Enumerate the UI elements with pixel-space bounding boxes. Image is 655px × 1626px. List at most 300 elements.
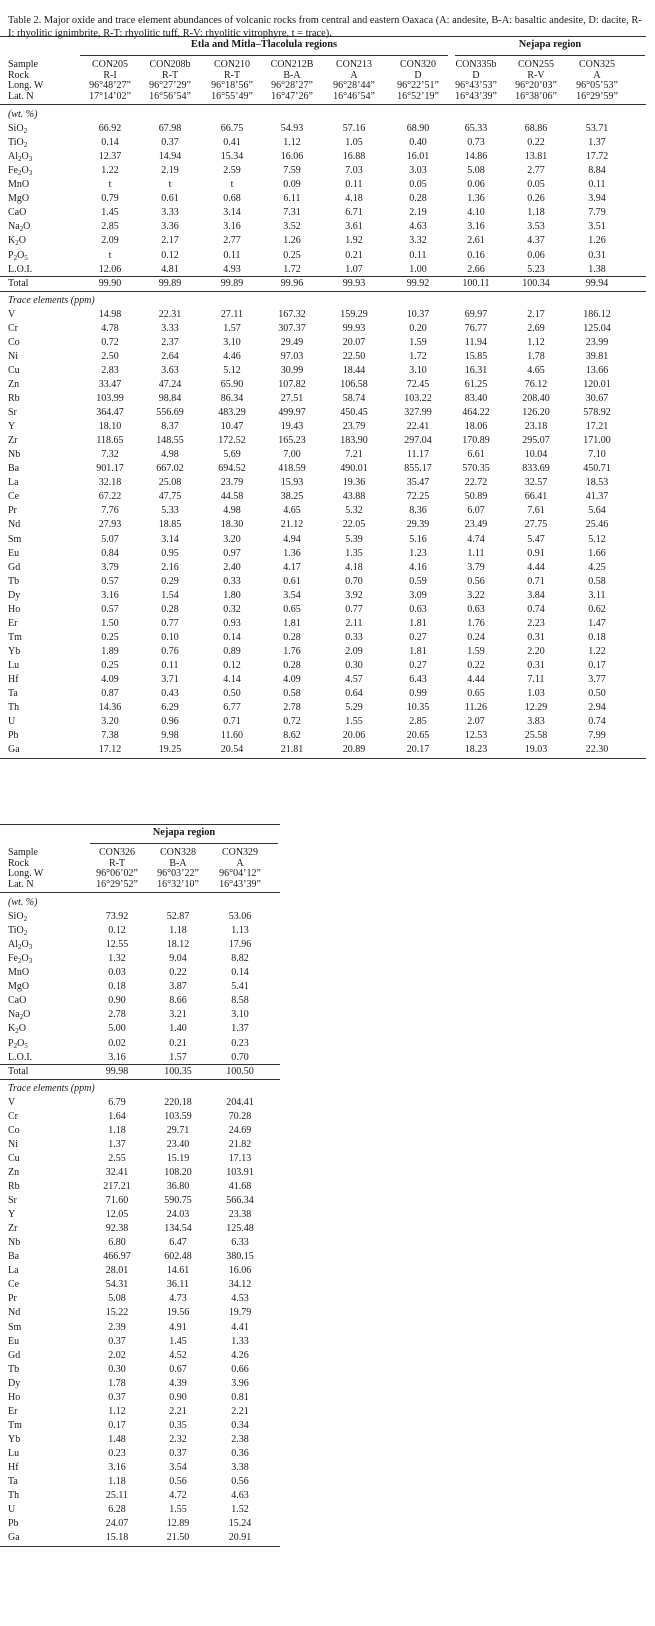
value-cell: 11.94	[464, 336, 488, 348]
element-label: SiO$_2$	[8, 911, 28, 924]
value-cell: 556.69	[156, 407, 184, 419]
value-cell: 12.06	[98, 263, 122, 275]
element-label: Sr	[8, 1195, 17, 1207]
element-label: Er	[8, 617, 18, 629]
value-cell: 67.22	[98, 491, 122, 503]
value-cell: 30.67	[585, 393, 609, 404]
header-cell: CON210	[213, 59, 251, 70]
value-cell: 3.84	[527, 589, 545, 601]
value-cell: 106.58	[340, 378, 368, 390]
value-cell: 2.19	[161, 165, 179, 177]
value-cell: t	[168, 179, 172, 191]
value-cell: 1.18	[108, 1476, 126, 1488]
section-label: (wt. %)	[8, 897, 38, 908]
value-cell: 18.53	[585, 477, 609, 489]
value-cell: 14.94	[158, 151, 182, 163]
value-cell: 4.46	[223, 350, 241, 362]
value-cell: 97.03	[280, 350, 304, 362]
header-cell: A	[350, 69, 358, 81]
table-row	[0, 910, 280, 923]
value-cell: 16.01	[406, 151, 430, 163]
value-cell: 3.63	[161, 364, 179, 376]
header-cell: 96°48’27”	[89, 80, 131, 91]
value-cell: 99.89	[158, 277, 182, 289]
value-cell: 7.10	[588, 449, 606, 461]
value-cell: 20.17	[406, 744, 430, 756]
value-cell: 18.85	[158, 519, 182, 531]
value-cell: 3.32	[409, 235, 427, 247]
element-label: Yb	[8, 1433, 21, 1445]
value-cell: 0.27	[409, 631, 427, 643]
value-cell: 5.29	[345, 702, 363, 714]
value-cell: 118.65	[96, 435, 124, 447]
value-cell: 6.71	[345, 207, 363, 219]
value-cell: 5.39	[345, 533, 363, 545]
value-cell: 1.89	[101, 645, 119, 657]
value-cell: 1.38	[588, 263, 606, 275]
element-label: Dy	[8, 1377, 21, 1389]
value-cell: 27.75	[524, 519, 548, 531]
header-cell: CON329	[221, 847, 259, 858]
value-cell: 0.28	[409, 193, 427, 205]
value-cell: 99.96	[280, 277, 304, 289]
header-cell: 16°29’52”	[96, 878, 138, 890]
table-row	[0, 1008, 280, 1021]
element-label: Rb	[8, 1181, 20, 1192]
value-cell: 4.39	[169, 1377, 187, 1389]
value-cell: 5.00	[108, 1023, 126, 1035]
value-cell: 5.32	[345, 505, 363, 517]
value-cell: 0.50	[588, 688, 606, 700]
value-cell: 1.80	[223, 589, 241, 601]
value-cell: 0.22	[527, 137, 545, 149]
value-cell: 2.64	[161, 350, 179, 362]
value-cell: 23.49	[464, 519, 488, 531]
value-cell: 0.20	[409, 322, 427, 334]
table-row	[0, 980, 280, 993]
value-cell: 4.98	[223, 505, 241, 517]
value-cell: 450.45	[340, 407, 368, 419]
value-cell: 0.37	[108, 1391, 126, 1403]
value-cell: 0.18	[588, 631, 606, 643]
value-cell: 0.34	[231, 1419, 249, 1431]
value-cell: 126.20	[522, 407, 550, 419]
header-row-samples	[0, 59, 646, 70]
value-cell: 16.06	[228, 1265, 252, 1277]
header-cell: CON335b	[455, 59, 497, 70]
value-cell: 100.50	[226, 1065, 254, 1077]
value-cell: 4.10	[467, 207, 485, 219]
value-cell: 66.75	[220, 123, 244, 135]
rule-line	[0, 1079, 280, 1080]
rule-line	[0, 758, 646, 759]
value-cell: 0.06	[467, 179, 485, 191]
value-cell: 0.25	[101, 631, 119, 643]
value-cell: 21.50	[166, 1532, 190, 1544]
region-header: Nejapa region	[152, 827, 216, 838]
value-cell: 99.93	[342, 322, 366, 334]
value-cell: 4.65	[527, 364, 545, 376]
header-row-rocks	[0, 70, 646, 81]
value-cell: 0.12	[161, 249, 179, 261]
value-cell: 0.74	[588, 716, 606, 728]
value-cell: 16.88	[342, 151, 366, 163]
value-cell: 0.71	[223, 716, 241, 728]
value-cell: 22.05	[342, 519, 366, 531]
value-cell: 1.72	[283, 263, 301, 275]
value-cell: 1.13	[231, 925, 249, 937]
value-cell: 204.41	[226, 1096, 254, 1108]
value-cell: 3.09	[409, 589, 427, 601]
value-cell: 99.94	[585, 277, 609, 289]
table-row	[0, 1419, 280, 1432]
value-cell: 0.28	[161, 603, 179, 615]
value-cell: 1.40	[169, 1023, 187, 1035]
value-cell: 29.71	[166, 1124, 190, 1136]
value-cell: 217.21	[103, 1181, 131, 1192]
table-row	[0, 1236, 280, 1249]
value-cell: 8.36	[409, 505, 427, 517]
value-cell: 20.07	[342, 336, 366, 348]
value-cell: 5.23	[527, 263, 545, 275]
value-cell: 1.54	[161, 589, 179, 601]
value-cell: 17.96	[228, 939, 252, 951]
value-cell: 9.04	[169, 953, 187, 965]
value-cell: t	[108, 179, 112, 191]
header-cell: 16°38’06”	[515, 90, 557, 102]
element-label: Tm	[8, 631, 22, 643]
element-label: Eu	[8, 547, 20, 559]
value-cell: 364.47	[96, 407, 124, 419]
header-cell: 96°27’29”	[149, 80, 191, 91]
value-cell: 0.67	[169, 1363, 187, 1375]
value-cell: 16.31	[464, 364, 488, 376]
value-cell: 32.18	[98, 477, 122, 489]
table-row	[0, 122, 646, 135]
value-cell: 23.79	[342, 421, 366, 433]
table-row	[0, 434, 646, 447]
value-cell: 4.25	[588, 561, 606, 573]
header-cell: 96°04’12”	[219, 868, 261, 879]
value-cell: 99.93	[342, 277, 366, 289]
value-cell: 3.38	[231, 1462, 249, 1473]
value-cell: 0.73	[467, 137, 485, 149]
value-cell: 0.22	[467, 659, 485, 671]
value-cell: 2.77	[527, 165, 545, 177]
header-cell: 96°28’27”	[271, 80, 313, 91]
value-cell: 3.51	[588, 221, 606, 233]
value-cell: 2.55	[108, 1152, 126, 1164]
table-row	[0, 1391, 280, 1404]
value-cell: 29.39	[406, 519, 430, 531]
value-cell: 2.78	[283, 702, 301, 714]
value-cell: 0.99	[409, 688, 427, 700]
value-cell: 0.97	[223, 547, 241, 559]
value-cell: 1.32	[108, 953, 126, 965]
value-cell: 1.26	[283, 235, 301, 247]
value-cell: 1.66	[588, 547, 606, 559]
value-cell: 61.25	[464, 378, 488, 390]
value-cell: 23.38	[228, 1209, 252, 1221]
header-cell: 96°06’02”	[96, 868, 138, 879]
value-cell: 86.34	[220, 393, 244, 404]
element-label: Er	[8, 1405, 18, 1417]
value-cell: 0.03	[108, 967, 126, 979]
table-row	[0, 277, 646, 290]
value-cell: 4.17	[283, 561, 301, 573]
element-label: MnO	[8, 179, 30, 191]
value-cell: 483.29	[218, 407, 246, 419]
value-cell: 0.02	[108, 1037, 126, 1049]
element-label: CaO	[8, 995, 27, 1007]
value-cell: 148.55	[156, 435, 184, 447]
section-header-major	[0, 108, 646, 121]
value-cell: 20.06	[342, 730, 366, 742]
value-cell: 4.72	[169, 1490, 187, 1502]
value-cell: 833.69	[522, 463, 550, 475]
value-cell: 450.71	[583, 463, 611, 475]
value-cell: 1.37	[588, 137, 606, 149]
header-cell: D	[414, 69, 422, 81]
value-cell: 4.74	[467, 533, 485, 545]
value-cell: 0.43	[161, 688, 179, 700]
value-cell: 5.08	[467, 165, 485, 177]
value-cell: 21.12	[280, 519, 304, 531]
table-row	[0, 1278, 280, 1291]
value-cell: 0.61	[161, 193, 179, 205]
element-label: Ho	[8, 603, 21, 615]
value-cell: 8.84	[588, 165, 606, 177]
value-cell: 1.55	[169, 1504, 187, 1516]
element-label: Cr	[8, 322, 18, 334]
element-label: Ba	[8, 463, 20, 475]
value-cell: 14.36	[98, 702, 122, 714]
table-row	[0, 952, 280, 965]
header-cell: 16°43’39”	[219, 878, 261, 890]
value-cell: 1.18	[108, 1124, 126, 1136]
value-cell: 3.10	[223, 336, 241, 348]
value-cell: 901.17	[96, 463, 124, 475]
value-cell: 5.33	[161, 505, 179, 517]
table-row	[0, 645, 646, 658]
value-cell: 2.38	[231, 1433, 249, 1445]
element-label: Y	[8, 421, 16, 433]
element-label: L.O.I.	[8, 263, 33, 275]
value-cell: 5.08	[108, 1293, 126, 1305]
value-cell: 3.36	[161, 221, 179, 233]
value-cell: 1.03	[527, 688, 545, 700]
table-row	[0, 1475, 280, 1488]
header-cell: CON320	[399, 59, 437, 70]
value-cell: 23.18	[524, 421, 548, 433]
value-cell: 73.92	[105, 911, 129, 923]
value-cell: 7.11	[527, 674, 545, 685]
value-cell: 15.24	[228, 1518, 252, 1530]
value-cell: 0.61	[283, 575, 301, 587]
header-label: Lat. N	[8, 90, 34, 102]
element-label: Ga	[8, 744, 20, 756]
value-cell: 3.94	[588, 193, 606, 205]
element-label: Pb	[8, 730, 19, 742]
value-cell: 44.58	[220, 491, 244, 503]
value-cell: 0.36	[231, 1447, 249, 1459]
value-cell: 6.80	[108, 1237, 126, 1249]
value-cell: 2.09	[345, 645, 363, 657]
value-cell: 1.81	[409, 645, 427, 657]
value-cell: 99.89	[220, 277, 244, 289]
table-row	[0, 687, 646, 700]
element-label: Gd	[8, 561, 21, 573]
element-label: Lu	[8, 659, 20, 671]
value-cell: 3.33	[161, 322, 179, 334]
value-cell: 0.11	[345, 179, 363, 191]
element-label: Yb	[8, 645, 21, 657]
element-label: TiO$_2$	[8, 137, 28, 150]
value-cell: 1.37	[108, 1138, 126, 1150]
value-cell: 2.21	[169, 1405, 187, 1417]
element-label: Total	[8, 1065, 29, 1077]
element-label: Nb	[8, 1237, 21, 1249]
value-cell: 0.11	[588, 179, 606, 191]
value-cell: 0.40	[409, 137, 427, 149]
value-cell: 1.22	[101, 165, 119, 177]
table-row	[0, 249, 646, 262]
value-cell: 464.22	[462, 407, 490, 419]
value-cell: 19.43	[280, 421, 304, 433]
value-cell: 0.21	[345, 249, 363, 261]
value-cell: 307.37	[278, 322, 306, 334]
value-cell: 3.77	[588, 674, 606, 685]
value-cell: 30.99	[280, 364, 304, 376]
element-label: $Na_2O$	[8, 221, 31, 234]
value-cell: 24.03	[166, 1209, 190, 1221]
section-header-major	[0, 896, 280, 909]
section-header-trace	[0, 294, 646, 307]
value-cell: 0.33	[223, 575, 241, 587]
element-label: Co	[8, 1124, 20, 1136]
value-cell: 0.50	[223, 688, 241, 700]
element-label: Y	[8, 1209, 16, 1221]
value-cell: 2.17	[527, 308, 545, 320]
value-cell: 4.73	[169, 1293, 187, 1305]
rule-line	[455, 55, 645, 56]
value-cell: 99.90	[98, 277, 122, 289]
value-cell: 0.71	[527, 575, 545, 587]
value-cell: 7.31	[283, 207, 301, 219]
value-cell: 9.98	[161, 730, 179, 742]
value-cell: 21.82	[228, 1138, 252, 1150]
value-cell: 1.76	[283, 645, 301, 657]
table-caption: Table 2. Major oxide and trace element abundances of volcanic rocks from central and eastern Oaxaca (A: andesite, B-A: basaltic andesite, D: dacite, R-I: rhyolitic ignimbrite, R-T: rhyolitic tuff, R-V: rhyolitic vitrophyre, t = trace).	[8, 15, 642, 39]
value-cell: 6.11	[283, 193, 301, 205]
rule-line	[0, 291, 646, 292]
value-cell: 0.74	[527, 603, 545, 615]
value-cell: 8.58	[231, 995, 249, 1007]
table-row	[0, 448, 646, 461]
value-cell: 0.17	[108, 1419, 126, 1431]
value-cell: 0.90	[108, 995, 126, 1007]
value-cell: 2.94	[588, 702, 606, 714]
element-label: Sr	[8, 407, 17, 419]
value-cell: 0.63	[409, 603, 427, 615]
element-label: Tb	[8, 1363, 20, 1375]
value-cell: 0.70	[345, 575, 363, 587]
header-row-lats	[0, 879, 280, 890]
value-cell: 0.56	[467, 575, 485, 587]
table-row	[0, 364, 646, 377]
element-label: Ni	[8, 1138, 18, 1150]
value-cell: 3.21	[169, 1009, 187, 1021]
value-cell: 0.11	[161, 659, 179, 671]
element-label: MgO	[8, 981, 30, 993]
value-cell: 23.99	[585, 336, 609, 348]
value-cell: 21.81	[280, 744, 304, 756]
value-cell: 1.50	[101, 617, 119, 629]
header-cell: B-A	[169, 857, 187, 869]
table-row	[0, 603, 646, 616]
value-cell: 15.93	[280, 477, 304, 489]
value-cell: 103.91	[226, 1166, 254, 1178]
value-cell: 15.34	[220, 151, 244, 163]
table-row	[0, 1250, 280, 1263]
value-cell: 11.17	[406, 449, 430, 461]
value-cell: 12.55	[105, 939, 129, 951]
header-label: Lat. N	[8, 878, 34, 890]
value-cell: 27.93	[98, 519, 122, 531]
value-cell: 0.87	[101, 688, 119, 700]
element-label: Co	[8, 336, 20, 348]
table-row	[0, 1321, 280, 1334]
value-cell: 100.35	[164, 1065, 192, 1077]
value-cell: 5.47	[527, 533, 545, 545]
value-cell: 1.23	[409, 547, 427, 559]
value-cell: 186.12	[583, 308, 611, 320]
value-cell: 0.11	[223, 249, 241, 261]
value-cell: 2.39	[108, 1321, 126, 1333]
value-cell: 20.54	[220, 744, 244, 756]
header-cell: R-V	[527, 69, 545, 81]
value-cell: 22.31	[158, 308, 182, 320]
value-cell: 1.57	[223, 322, 241, 334]
value-cell: 0.72	[283, 716, 301, 728]
element-label: Hf	[8, 674, 19, 685]
value-cell: 0.12	[108, 925, 126, 937]
header-row-rocks	[0, 858, 280, 869]
element-label: Total	[8, 277, 29, 289]
value-cell: 5.64	[588, 505, 606, 517]
value-cell: 0.23	[231, 1037, 249, 1049]
value-cell: 3.10	[409, 364, 427, 376]
value-cell: 0.66	[231, 1363, 249, 1375]
value-cell: 108.20	[164, 1166, 192, 1178]
value-cell: 0.37	[108, 1335, 126, 1347]
value-cell: 13.66	[585, 364, 609, 376]
value-cell: 566.34	[226, 1195, 254, 1207]
element-label: Ni	[8, 350, 18, 362]
element-label: Eu	[8, 1335, 20, 1347]
value-cell: 0.31	[588, 249, 606, 261]
value-cell: 1.64	[108, 1110, 126, 1122]
value-cell: 1.72	[409, 350, 427, 362]
value-cell: 15.19	[166, 1152, 190, 1164]
table-row	[0, 1096, 280, 1109]
element-label: Sm	[8, 533, 22, 545]
value-cell: 295.07	[522, 435, 550, 447]
value-cell: 3.71	[161, 674, 179, 685]
table-row	[0, 589, 646, 602]
value-cell: 0.33	[345, 631, 363, 643]
section-label: Trace elements (ppm)	[8, 294, 95, 306]
